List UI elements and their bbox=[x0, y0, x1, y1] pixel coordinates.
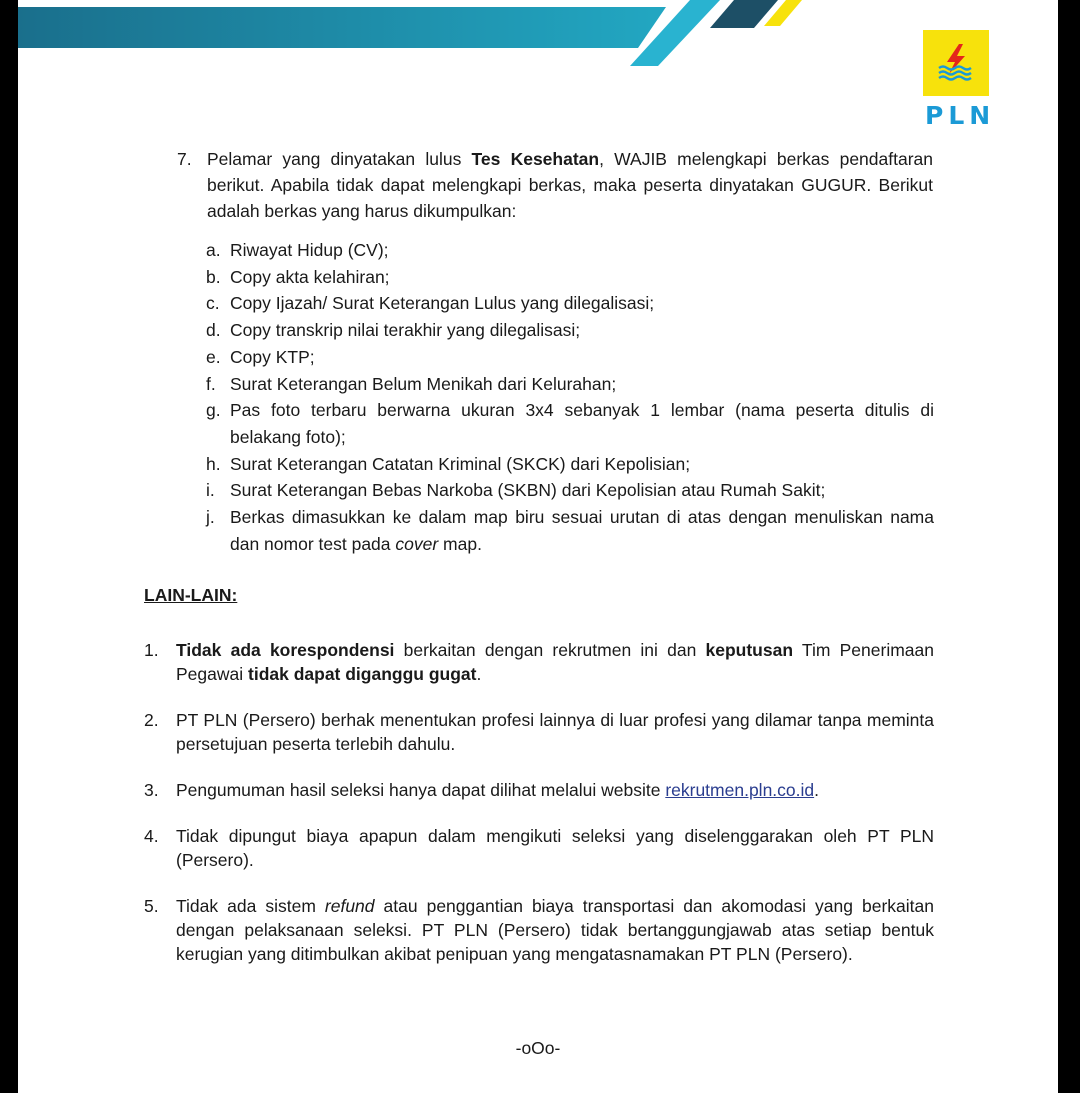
list-item: e. Copy KTP; bbox=[206, 346, 315, 367]
lain-item-1: 1. Tidak ada korespondensi berkaitan dengan rekrutmen ini dan keputusan Tim Penerimaan Pegawai tidak dapat diganggu gugat. bbox=[144, 640, 934, 684]
logo-text: PLN bbox=[925, 101, 996, 130]
lain-item-4: 4. Tidak dipungut biaya apapun dalam mengikuti seleksi yang diselenggarakan oleh PT PLN (Persero). bbox=[144, 826, 934, 870]
list-item-7 bbox=[177, 146, 933, 224]
end-mark: -oOo- bbox=[515, 1038, 561, 1058]
lain-item-5: 5. Tidak ada sistem refund atau penggantian biaya transportasi dan akomodasi yang berkaitan dengan pelaksanaan seleksi. PT PLN (Persero) tidak bertanggungjawab atas setiap bentuk kerugian yang ditimbulkan akibat penipuan yang mengatasnamakan PT PLN (Persero). bbox=[144, 896, 934, 964]
list-item: i. Surat Keterangan Bebas Narkoba (SKBN) dari Kepolisian atau Rumah Sakit; bbox=[206, 480, 826, 501]
list-item: j. Berkas dimasukkan ke dalam map biru sesuai urutan di atas dengan menuliskan nama dan nomor test pada cover map. bbox=[206, 507, 934, 554]
header-stripes-graphic bbox=[18, 0, 1058, 70]
item-7-text: Pelamar yang dinyatakan lulus Tes Kesehatan, WAJIB melengkapi berkas pendaftaran berikut. Apabila tidak dapat melengkapi berkas, maka peserta dinyatakan GUGUR. Berikut adalah berkas yang harus dikumpulkan: bbox=[207, 149, 933, 221]
item-number: 7. bbox=[177, 149, 192, 169]
lain-item-2: 2. PT PLN (Persero) berhak menentukan profesi lainnya di luar profesi yang dilamar tanpa meminta persetujuan peserta terlebih dahulu. bbox=[144, 710, 934, 754]
list-item: d. Copy transkrip nilai terakhir yang dilegalisasi; bbox=[206, 320, 581, 341]
document-page bbox=[18, 0, 1058, 1093]
lain-item-3: 3. Pengumuman hasil seleksi hanya dapat dilihat melalui website rekrutmen.pln.co.id. bbox=[144, 780, 820, 800]
list-item: a. Riwayat Hidup (CV); bbox=[206, 240, 389, 260]
lightning-bolt-icon bbox=[923, 30, 989, 96]
list-item: b. Copy akta kelahiran; bbox=[206, 266, 390, 287]
section-heading-lain-lain: LAIN-LAIN: bbox=[144, 585, 238, 605]
list-item: g. Pas foto terbaru berwarna ukuran 3x4 sebanyak 1 lembar (nama peserta ditulis di belakang foto); bbox=[206, 400, 934, 447]
pln-logo bbox=[920, 30, 996, 130]
required-documents-list bbox=[206, 237, 934, 557]
list-item: f. Surat Keterangan Belum Menikah dari Kelurahan; bbox=[206, 373, 617, 394]
website-link[interactable]: rekrutmen.pln.co.id bbox=[665, 780, 815, 800]
list-item: c. Copy Ijazah/ Surat Keterangan Lulus yang dilegalisasi; bbox=[206, 293, 655, 314]
list-item: h. Surat Keterangan Catatan Kriminal (SKCK) dari Kepolisian; bbox=[206, 453, 691, 474]
